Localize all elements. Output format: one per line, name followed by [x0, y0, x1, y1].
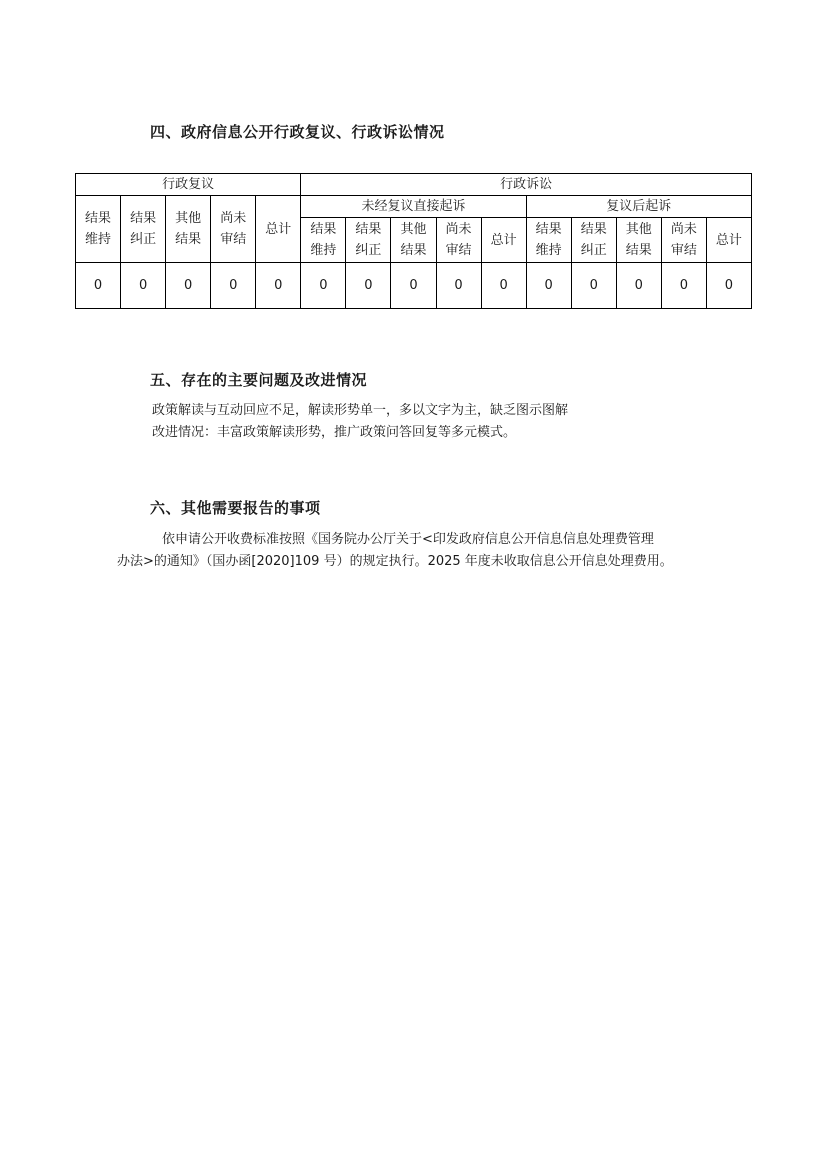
col-after-other: 其他 结果	[616, 218, 661, 263]
table-cell: 0	[661, 263, 706, 309]
section-4-title: 四、政府信息公开行政复议、行政诉讼情况	[150, 123, 445, 141]
header-admin-litigation: 行政诉讼	[301, 174, 752, 196]
col-review-pending: 尚未 审结	[211, 196, 256, 263]
header-direct-suit: 未经复议直接起诉	[301, 196, 526, 218]
table-cell: 0	[391, 263, 436, 309]
section-5-problem-text: 政策解读与互动回应不足，解读形势单一，多以文字为主，缺乏图示图解	[152, 403, 569, 418]
header-admin-review: 行政复议	[76, 174, 301, 196]
col-direct-other: 其他 结果	[391, 218, 436, 263]
table-cell: 0	[436, 263, 481, 309]
table-cell: 0	[616, 263, 661, 309]
col-after-pending: 尚未 审结	[661, 218, 706, 263]
table-cell: 0	[211, 263, 256, 309]
header-after-review-suit: 复议后起诉	[526, 196, 751, 218]
table-cell: 0	[526, 263, 571, 309]
section-6-text-line-1: 依申请公开收费标准按照《国务院办公厅关于<印发政府信息公开信息信息处理费管理	[162, 532, 654, 547]
table-row	[76, 263, 752, 309]
table-cell: 0	[256, 263, 301, 309]
col-direct-correct: 结果 纠正	[346, 218, 391, 263]
section-6-title: 六、其他需要报告的事项	[150, 499, 321, 517]
col-after-total: 总计	[706, 218, 751, 263]
section-5-title: 五、存在的主要问题及改进情况	[150, 371, 368, 389]
col-direct-total: 总计	[481, 218, 526, 263]
table-cell: 0	[571, 263, 616, 309]
table-cell: 0	[301, 263, 346, 309]
col-review-other: 其他 结果	[166, 196, 211, 263]
review-litigation-table	[75, 173, 752, 309]
table-cell: 0	[166, 263, 211, 309]
col-direct-pending: 尚未 审结	[436, 218, 481, 263]
table-cell: 0	[346, 263, 391, 309]
table-cell: 0	[121, 263, 166, 309]
section-6-text-line-2: 办法>的通知》（国办函[2020]109 号）的规定执行。2025 年度未收取信息公开信息处理费用。	[117, 554, 673, 569]
col-review-maintain: 结果 维持	[76, 196, 121, 263]
table-cell: 0	[706, 263, 751, 309]
section-5-improvement-text: 改进情况：丰富政策解读形势，推广政策问答回复等多元模式。	[152, 425, 517, 440]
table-cell: 0	[481, 263, 526, 309]
col-after-maintain: 结果 维持	[526, 218, 571, 263]
table-cell: 0	[76, 263, 121, 309]
col-after-correct: 结果 纠正	[571, 218, 616, 263]
col-review-correct: 结果 纠正	[121, 196, 166, 263]
col-review-total: 总计	[256, 196, 301, 263]
col-direct-maintain: 结果 维持	[301, 218, 346, 263]
